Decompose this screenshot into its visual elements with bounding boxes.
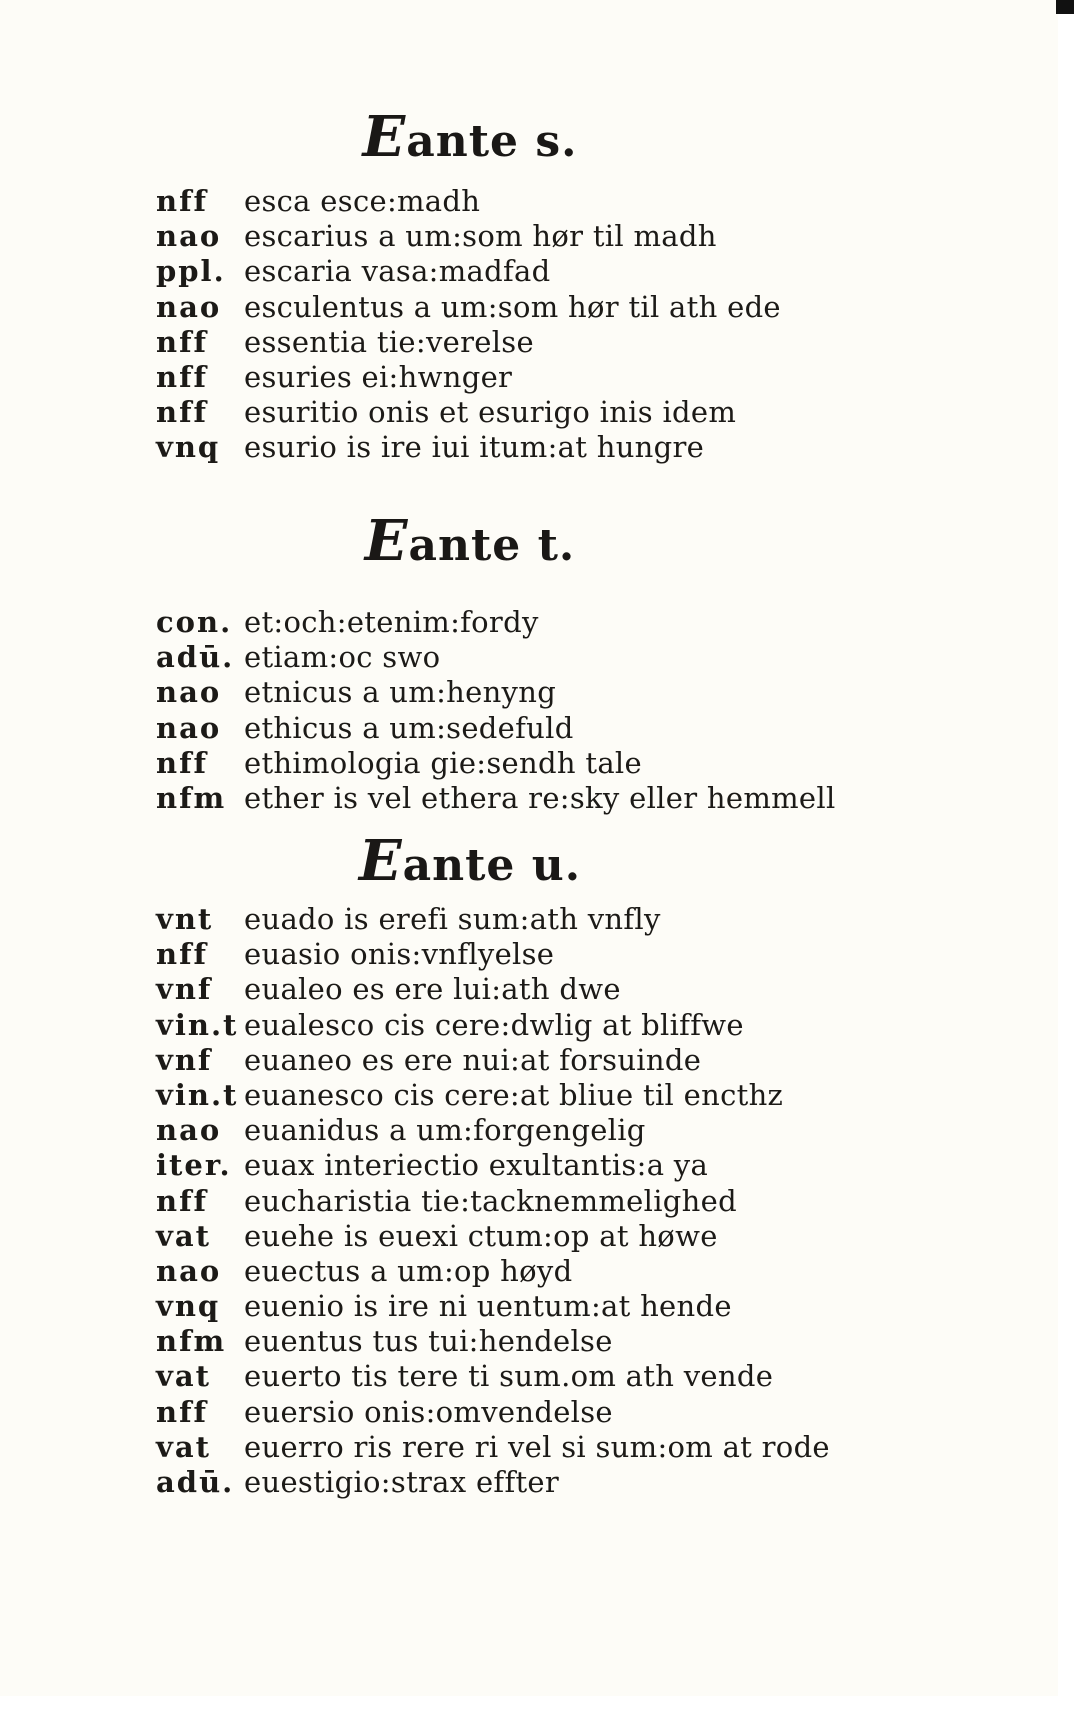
entry-abbr: nff xyxy=(156,1183,209,1218)
entry-abbr: ppl. xyxy=(156,254,226,289)
list-item xyxy=(156,1043,830,1078)
heading-text: ante t. xyxy=(408,520,576,571)
list-item xyxy=(156,1113,830,1148)
entry-abbr: nfm xyxy=(156,780,227,815)
entry-text: euestigio:strax effter xyxy=(244,1465,560,1499)
entry-abbr: vin.t xyxy=(156,1007,239,1042)
list-item xyxy=(156,219,781,254)
list-item xyxy=(156,781,836,816)
list-item xyxy=(156,325,781,360)
entry-text: esculentus a um:som hør til ath ede xyxy=(244,289,781,324)
entry-list-u xyxy=(156,902,830,1500)
entry-text: euectus a um:op høyd xyxy=(244,1253,573,1288)
entry-text: escarius a um:som hør til madh xyxy=(244,219,717,254)
entry-abbr: nao xyxy=(156,1253,222,1288)
entry-text: etiam:oc swo xyxy=(244,640,441,675)
list-item xyxy=(156,430,781,465)
entry-text: euasio onis:vnflyelse xyxy=(244,937,555,972)
list-item xyxy=(156,1219,830,1254)
entry-text: euado is erefi sum:ath vnfly xyxy=(244,902,661,936)
list-item xyxy=(156,1184,830,1219)
entry-text: ethicus a um:sedefuld xyxy=(244,710,574,745)
entry-abbr: con. xyxy=(156,605,233,639)
entry-abbr: vin.t xyxy=(156,1077,239,1112)
entry-abbr: nff xyxy=(156,184,209,218)
list-item xyxy=(156,1148,830,1183)
heading-initial: E xyxy=(364,508,409,574)
entry-text: escaria vasa:madfad xyxy=(244,254,551,289)
entry-text: eucharistia tie:tacknemmelighed xyxy=(244,1183,737,1218)
entry-abbr: nfm xyxy=(156,1324,227,1359)
list-item xyxy=(156,746,836,781)
entry-text: esurio is ire iui itum:at hungre xyxy=(244,430,705,465)
entry-list-t xyxy=(156,605,836,816)
list-item xyxy=(156,640,836,675)
list-item xyxy=(156,1465,830,1500)
entry-abbr: adū. xyxy=(156,1465,235,1499)
entry-text: eualeo es ere lui:ath dwe xyxy=(244,972,621,1007)
entry-abbr: vnf xyxy=(156,1042,213,1077)
list-item xyxy=(156,605,836,640)
entry-text: esuries ei:hwnger xyxy=(244,359,513,394)
list-item xyxy=(156,1430,830,1465)
list-item xyxy=(156,395,781,430)
entry-abbr: vat xyxy=(156,1218,212,1253)
heading-text: ante s. xyxy=(406,116,578,167)
list-item xyxy=(156,711,836,746)
list-item xyxy=(156,1254,830,1289)
entry-abbr: nff xyxy=(156,395,209,430)
entry-abbr: vat xyxy=(156,1429,212,1464)
entry-abbr: vat xyxy=(156,1359,212,1394)
entry-text: euaneo es ere nui:at forsuinde xyxy=(244,1042,702,1077)
entry-abbr: nao xyxy=(156,1113,222,1148)
entry-list-s xyxy=(156,184,781,466)
entry-text: euenio is ire ni uentum:at hende xyxy=(244,1289,732,1324)
list-item xyxy=(156,1078,830,1113)
entry-abbr: vnt xyxy=(156,902,214,936)
entry-abbr: iter. xyxy=(156,1148,232,1183)
entry-abbr: nff xyxy=(156,745,209,780)
entry-abbr: nff xyxy=(156,324,209,359)
list-item xyxy=(156,1289,830,1324)
list-item xyxy=(156,360,781,395)
list-item xyxy=(156,1359,830,1394)
entry-text: ethimologia gie:sendh tale xyxy=(244,745,642,780)
list-item xyxy=(156,972,830,1007)
entry-text: euerro ris rere ri vel si sum:om at rode xyxy=(244,1429,830,1464)
entry-text: euentus tus tui:hendelse xyxy=(244,1324,613,1359)
heading-text: ante u. xyxy=(402,840,582,891)
entry-abbr: nao xyxy=(156,219,222,254)
corner-mark xyxy=(1056,0,1074,14)
entry-text: euersio onis:omvendelse xyxy=(244,1394,613,1429)
heading-initial: E xyxy=(358,828,403,894)
entry-text: euanesco cis cere:at bliue til encthz xyxy=(244,1077,784,1112)
entry-text: et:och:etenim:fordy xyxy=(244,605,539,639)
list-item xyxy=(156,675,836,710)
entry-text: euerto tis tere ti sum.om ath vende xyxy=(244,1359,774,1394)
section-heading-s xyxy=(0,104,940,170)
page-edge xyxy=(1058,0,1074,1709)
entry-text: eualesco cis cere:dwlig at bliffwe xyxy=(244,1007,744,1042)
entry-text: esuritio onis et esurigo inis idem xyxy=(244,395,737,430)
entry-text: euehe is euexi ctum:op at høwe xyxy=(244,1218,718,1253)
entry-text: euax interiectio exultantis:a ya xyxy=(244,1148,709,1183)
entry-text: essentia tie:verelse xyxy=(244,324,534,359)
entry-abbr: nff xyxy=(156,1394,209,1429)
entry-text: ether is vel ethera re:sky eller hemmell xyxy=(244,780,836,815)
list-item xyxy=(156,1395,830,1430)
entry-abbr: nao xyxy=(156,675,222,710)
list-item xyxy=(156,1008,830,1043)
section-heading-u xyxy=(0,828,940,894)
list-item xyxy=(156,937,830,972)
list-item xyxy=(156,184,781,219)
entry-text: esca esce:madh xyxy=(244,184,481,218)
entry-abbr: nao xyxy=(156,710,222,745)
list-item xyxy=(156,902,830,937)
list-item xyxy=(156,1324,830,1359)
entry-abbr: vnq xyxy=(156,430,221,465)
entry-abbr: vnf xyxy=(156,972,213,1007)
list-item xyxy=(156,254,781,289)
entry-abbr: nff xyxy=(156,359,209,394)
list-item xyxy=(156,290,781,325)
entry-text: etnicus a um:henyng xyxy=(244,675,557,710)
entry-abbr: vnq xyxy=(156,1289,221,1324)
heading-initial: E xyxy=(362,104,407,170)
entry-abbr: adū. xyxy=(156,640,235,675)
entry-abbr: nff xyxy=(156,937,209,972)
section-heading-t xyxy=(0,508,940,574)
entry-text: euanidus a um:forgengelig xyxy=(244,1113,646,1148)
entry-abbr: nao xyxy=(156,289,222,324)
